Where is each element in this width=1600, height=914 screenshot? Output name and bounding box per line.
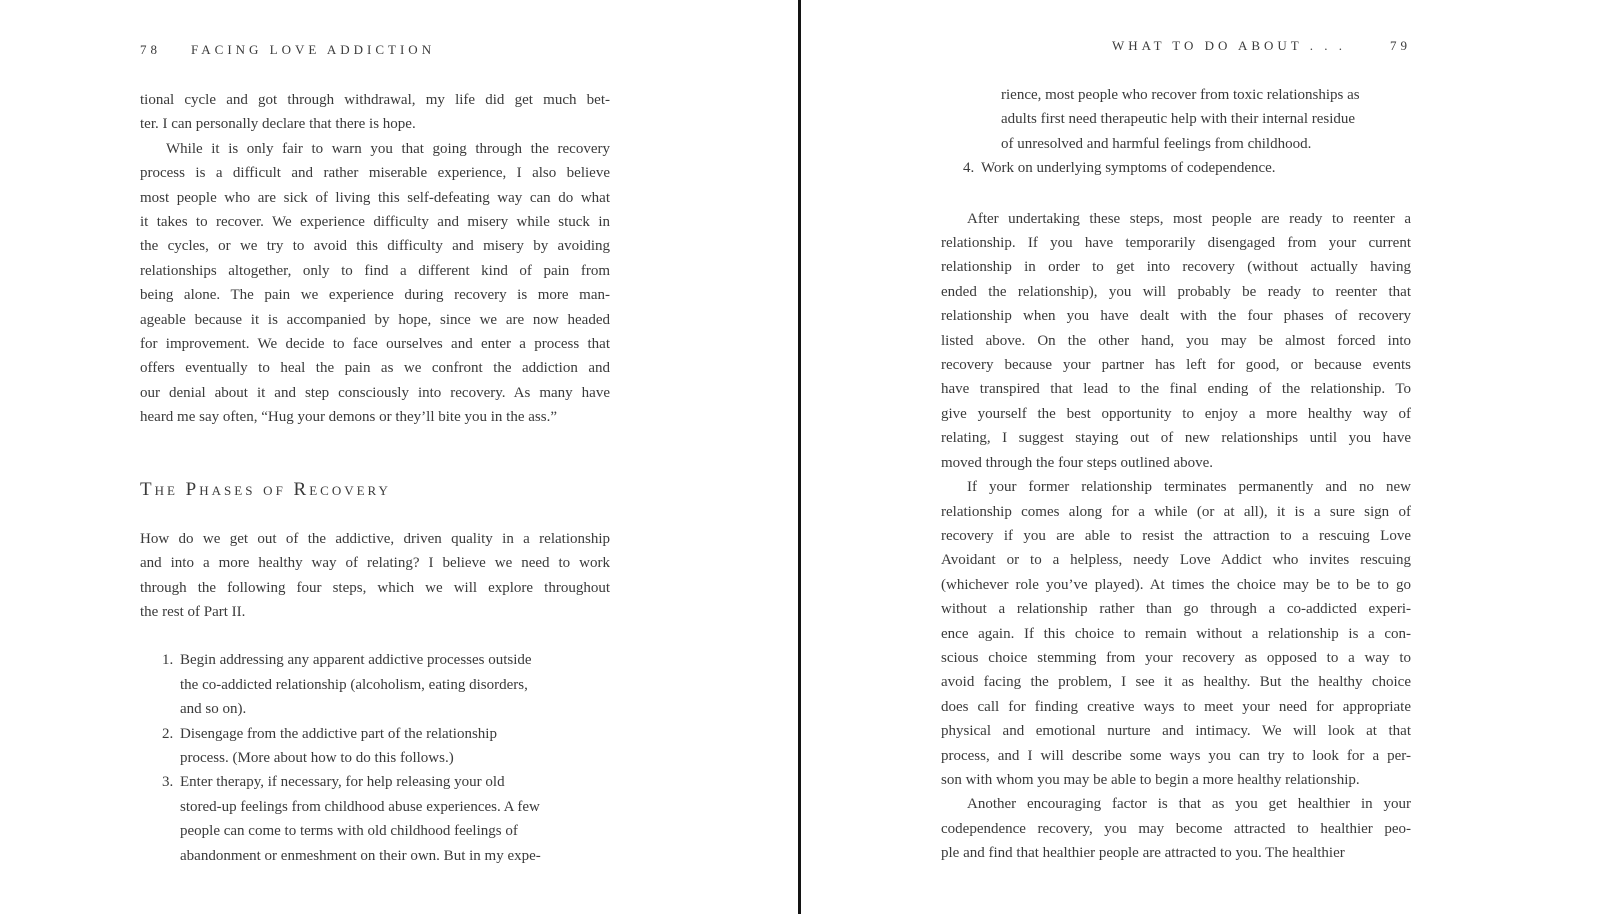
list-item-text <box>981 156 1411 180</box>
list-item-number: 4. <box>963 160 975 177</box>
text-line: ple and find that healthier people are attracted to you. The healthier <box>941 845 1345 862</box>
numbered-list-item <box>140 648 610 721</box>
left-running-header-title: FACING LOVE ADDICTION <box>191 42 436 57</box>
text-line: ter. I can personally declare that there is hope. <box>140 116 416 133</box>
list-item-text <box>180 648 610 721</box>
numbered-list-item <box>140 722 610 771</box>
paragraph <box>140 88 610 137</box>
section-heading: The Phases of Recovery <box>140 478 391 500</box>
left-text-column <box>140 0 610 914</box>
numbered-list-item <box>941 156 1411 180</box>
text-line: ended the relationship), you will probably be ready to reenter that <box>941 283 1411 300</box>
text-line: Enter therapy, if necessary, for help releasing your old <box>180 774 505 791</box>
text-line: Work on underlying symptoms of codependence. <box>981 160 1276 177</box>
left-page-number: 78 <box>140 42 161 57</box>
right-page-body <box>941 0 1411 866</box>
text-line: While it is only fair to warn you that going through the recovery <box>166 140 610 157</box>
text-line: the co-addicted relationship (alcoholism, eating disorders, <box>180 676 528 693</box>
text-line: ence again. If this choice to remain without a relationship is a con- <box>941 625 1411 642</box>
text-line: recovery because your partner has left for good, or because events <box>941 357 1411 374</box>
left-page <box>0 0 798 914</box>
text-line: adults first need therapeutic help with their internal residue <box>1001 111 1356 128</box>
list-item-number: 3. <box>162 774 174 791</box>
text-line: scious choice stemming from your recovery as opposed to a way to <box>941 649 1411 666</box>
left-running-header <box>140 42 435 58</box>
text-line: listed above. On the other hand, you may be almost forced into <box>941 332 1411 349</box>
text-line: it takes to recover. We experience difficulty and misery while stuck in <box>140 214 610 231</box>
text-line: people can come to terms with old childhood feelings of <box>180 823 518 840</box>
text-line: codependence recovery, you may become attracted to healthier peo- <box>941 820 1411 837</box>
text-line: relationship in order to get into recovery (without actually having <box>941 259 1411 276</box>
text-line: relationship comes along for a while (or at all), it is a sure sign of <box>941 503 1411 520</box>
text-line: moved through the four steps outlined above. <box>941 454 1214 471</box>
paragraph <box>140 137 610 430</box>
text-line: rience, most people who recover from toxic relationships as <box>1001 87 1360 103</box>
text-line: for improvement. We decide to face ourselves and enter a process that <box>140 336 610 353</box>
text-line: offers eventually to heal the pain as we confront the addiction and <box>140 360 610 377</box>
right-running-header <box>1112 38 1411 54</box>
text-line: If your former relationship terminates permanently and no new <box>967 479 1411 496</box>
text-line: process, and I will describe some ways you can try to look for a per- <box>941 747 1411 764</box>
right-running-header-title: WHAT TO DO ABOUT . . . <box>1111 38 1346 53</box>
list-item-number: 2. <box>162 725 174 742</box>
paragraph <box>941 207 1411 475</box>
text-line: relationship. If you have temporarily disengaged from your current <box>941 235 1411 252</box>
list-item-text <box>180 722 610 771</box>
text-line: of unresolved and harmful feelings from childhood. <box>1001 135 1312 152</box>
right-text-column <box>941 0 1411 914</box>
text-line: process. (More about how to do this follows.) <box>180 749 454 766</box>
text-line: tional cycle and got through withdrawal, my life did get much bet- <box>140 92 610 108</box>
numbered-list-item <box>140 770 610 868</box>
text-line: relationship when you have dealt with the four phases of recovery <box>941 308 1411 325</box>
text-line: process is a difficult and rather miserable experience, I also believe <box>140 165 610 182</box>
text-line: the cycles, or we try to avoid this difficulty and misery by avoiding <box>140 238 610 255</box>
text-line: heard me say often, “Hug your demons or they’ll bite you in the ass.” <box>140 409 557 426</box>
list-item-text <box>180 770 610 868</box>
text-line: After undertaking these steps, most people are ready to reenter a <box>967 210 1411 227</box>
text-line: ageable because it is accompanied by hope, since we are now headed <box>140 311 610 328</box>
list-item-number: 1. <box>162 652 174 669</box>
text-line: relating, I suggest staying out of new relationships until you have <box>941 430 1411 447</box>
paragraph <box>941 475 1411 792</box>
text-line: physical and emotional nurture and intimacy. We will look at that <box>941 723 1411 740</box>
text-line: Disengage from the addictive part of the relationship <box>180 725 497 742</box>
text-line: (whichever role you’ve played). At times the choice may be to be to go <box>941 576 1411 593</box>
text-line: our denial about it and step consciously into recovery. As many have <box>140 384 610 401</box>
text-line: How do we get out of the addictive, driven quality in a relationship <box>140 530 610 547</box>
text-line: and so on). <box>180 701 247 718</box>
text-line: give yourself the best opportunity to enjoy a more healthy way of <box>941 405 1411 422</box>
text-line: the rest of Part II. <box>140 603 246 620</box>
text-line: Begin addressing any apparent addictive processes outside <box>180 652 532 669</box>
right-page <box>801 0 1600 914</box>
text-line: Avoidant or to a helpless, needy Love Addict who invites rescuing <box>941 552 1411 569</box>
paragraph <box>140 527 610 625</box>
text-line: Another encouraging factor is that as you get healthier in your <box>967 796 1411 813</box>
text-line: through the following four steps, which we will explore throughout <box>140 579 610 596</box>
text-line: stored-up feelings from childhood abuse experiences. A few <box>180 798 540 815</box>
text-line: and into a more healthy way of relating? I believe we need to work <box>140 555 610 572</box>
text-line: being alone. The pain we experience during recovery is more man- <box>140 287 610 304</box>
text-line: recovery if you are able to resist the attraction to a rescuing Love <box>941 527 1411 544</box>
text-line: son with whom you may be able to begin a more healthy relationship. <box>941 771 1360 788</box>
text-line: relationships altogether, only to find a different kind of pain from <box>140 262 610 279</box>
text-line: without a relationship rather than go through a co-addicted experi- <box>941 601 1411 618</box>
list-item-continuation <box>941 83 1411 156</box>
text-line: most people who are sick of living this self-defeating way can do what <box>140 189 610 206</box>
paragraph <box>941 792 1411 865</box>
text-line: abandonment or enmeshment on their own. But in my expe- <box>180 847 541 864</box>
text-line: does call for finding creative ways to meet your need for appropriate <box>941 698 1411 715</box>
right-page-number: 79 <box>1390 38 1411 53</box>
text-line: have transpired that lead to the final ending of the relationship. To <box>941 381 1411 398</box>
text-line: avoid facing the problem, I see it as healthy. But the healthy choice <box>941 674 1411 691</box>
numbered-list <box>140 648 610 868</box>
left-page-body <box>140 0 610 868</box>
